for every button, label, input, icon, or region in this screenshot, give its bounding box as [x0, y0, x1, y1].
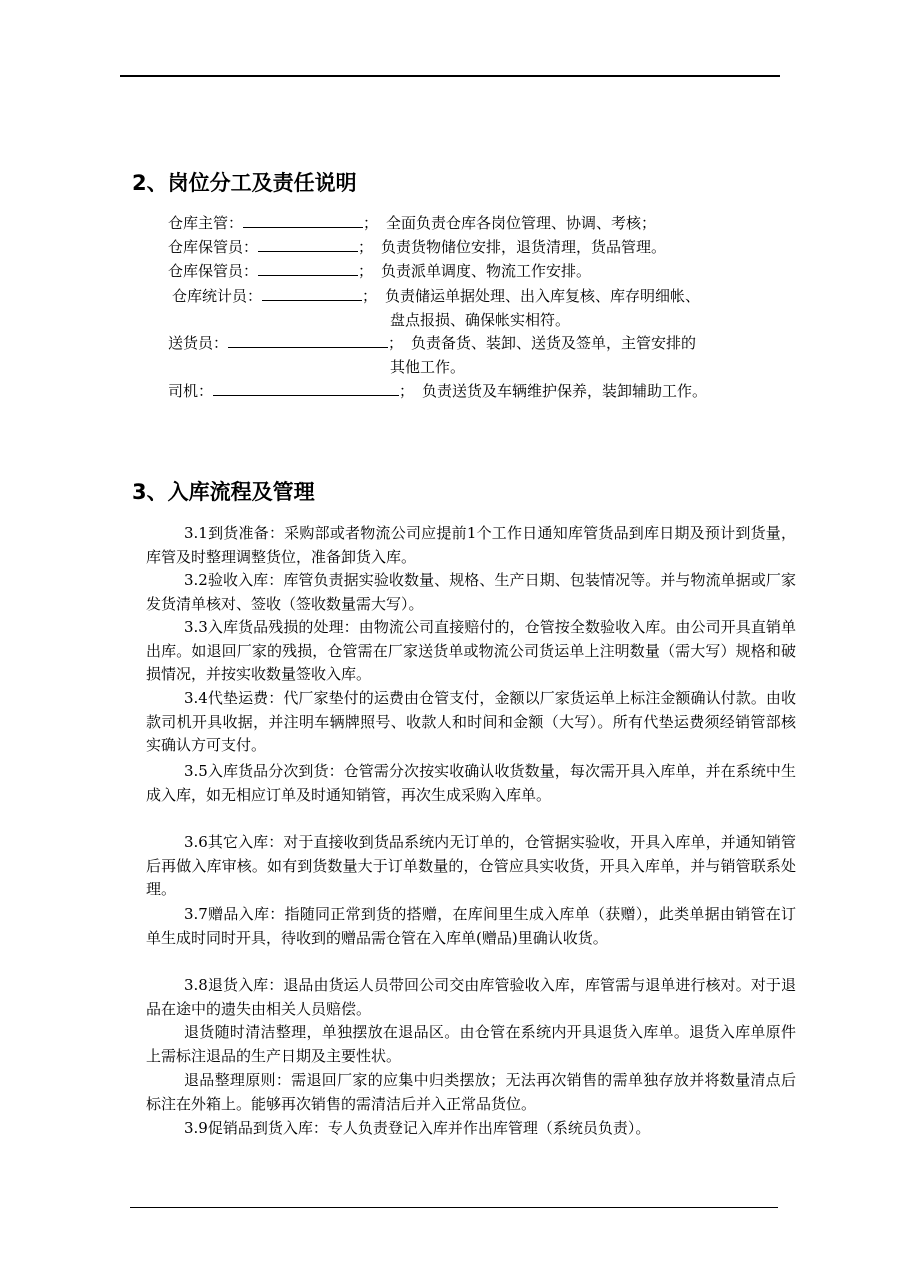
name-blank[interactable]	[258, 261, 358, 276]
role-label: 仓库主管：	[168, 214, 244, 232]
role-label: 司机：	[168, 382, 214, 400]
role-line-2	[168, 237, 666, 257]
paragraph-3-4: 3.4代垫运费：代厂家垫付的运费由仓管支付，金额以厂家货运单上标注金额确认付款。由收款司机开具收据，并注明车辆牌照号、收款人和时间和金额（大写）。所有代垫运费须经销管部核实确认方可支付。	[146, 689, 796, 754]
name-blank[interactable]	[213, 381, 399, 396]
paragraph-3-6: 3.6其它入库：对于直接收到货品系统内无订单的，仓管据实验收，开具入库单，并通知销管后再做入库审核。如有到货数量大于订单数量的，仓管应具实收货，开具入库单，并与销管联系处理。	[146, 833, 796, 898]
role-label: 仓库统计员：	[172, 287, 263, 305]
role-duty: 负责派单调度、物流工作安排。	[381, 262, 592, 280]
paragraph-3-5: 3.5入库货品分次到货：仓管需分次按实收确认收货数量，每次需开具入库单，并在系统中生成入库，如无相应订单及时通知销管，再次生成采购入库单。	[146, 762, 796, 804]
name-blank[interactable]	[243, 213, 363, 228]
role-sep: ；	[363, 214, 379, 232]
role-sep: ；	[362, 287, 378, 305]
role-duty: 负责备货、装卸、送货及签单，主管安排的	[411, 334, 697, 352]
role-label: 送货员：	[168, 334, 229, 352]
section-2-heading: 2、岗位分工及责任说明	[132, 171, 357, 195]
role-line-4-cont: 盘点报损、确保帐实相符。	[390, 311, 571, 329]
footer-rule	[130, 1207, 778, 1208]
role-duty: 全面负责仓库各岗位管理、协调、考核；	[386, 214, 657, 232]
paragraph-3-1: 3.1到货准备：采购部或者物流公司应提前1个工作日通知库管货品到库日期及预计到货量，库管及时整理调整货位，准备卸货入库。	[146, 524, 796, 566]
role-sep: ；	[358, 238, 374, 256]
role-line-5	[168, 333, 696, 353]
name-blank[interactable]	[262, 286, 362, 301]
paragraph-3-2: 3.2验收入库：库管负责据实验收数量、规格、生产日期、包装情况等。并与物流单据或厂家发货清单核对、签收（签收数量需大写）。	[146, 571, 796, 613]
name-blank[interactable]	[228, 333, 388, 348]
role-duty: 负责储运单据处理、出入库复核、库存明细帐、	[385, 287, 701, 305]
role-label: 仓库保管员：	[168, 238, 259, 256]
role-sep: ；	[399, 382, 415, 400]
paragraph-3-9: 3.9促销品到货入库：专人负责登记入库并作出库管理（系统员负责）。	[184, 1119, 651, 1137]
role-sep: ；	[388, 334, 404, 352]
section-3-heading: 3、入库流程及管理	[132, 480, 315, 504]
paragraph-returns-cleaning: 退货随时清洁整理，单独摆放在退品区。由仓管在系统内开具退货入库单。退货入库单原件上需标注退品的生产日期及主要性状。	[146, 1023, 796, 1065]
name-blank[interactable]	[258, 237, 358, 252]
role-sep: ；	[358, 262, 374, 280]
header-rule	[120, 75, 780, 77]
role-line-5-cont: 其他工作。	[390, 358, 466, 376]
paragraph-3-8: 3.8退货入库：退品由货运人员带回公司交由库管验收入库，库管需与退单进行核对。对于退品在途中的遗失由相关人员赔偿。	[146, 976, 796, 1018]
role-label: 仓库保管员：	[168, 262, 259, 280]
role-line-6	[168, 381, 707, 401]
paragraph-3-7: 3.7赠品入库：指随同正常到货的搭赠，在库间里生成入库单（获赠），此类单据由销管在订单生成时同时开具，待收到的赠品需仓管在入库单(赠品)里确认收货。	[146, 905, 796, 947]
role-line-3	[168, 261, 591, 281]
paragraph-returns-principle: 退品整理原则：需退回厂家的应集中归类摆放；无法再次销售的需单独存放并将数量清点后标注在外箱上。能够再次销售的需清洁后并入正常品货位。	[146, 1071, 796, 1113]
role-duty: 负责送货及车辆维护保养，装卸辅助工作。	[422, 382, 708, 400]
role-line-1	[168, 213, 656, 233]
role-duty: 负责货物储位安排，退货清理，货品管理。	[381, 238, 667, 256]
paragraph-3-3: 3.3入库货品残损的处理：由物流公司直接赔付的，仓管按全数验收入库。由公司开具直销单出库。如退回厂家的残损，仓管需在厂家送货单或物流公司货运单上注明数量（需大写）规格和破损情况，并按实收数量签收入库。	[146, 618, 796, 683]
role-line-4	[172, 286, 700, 306]
